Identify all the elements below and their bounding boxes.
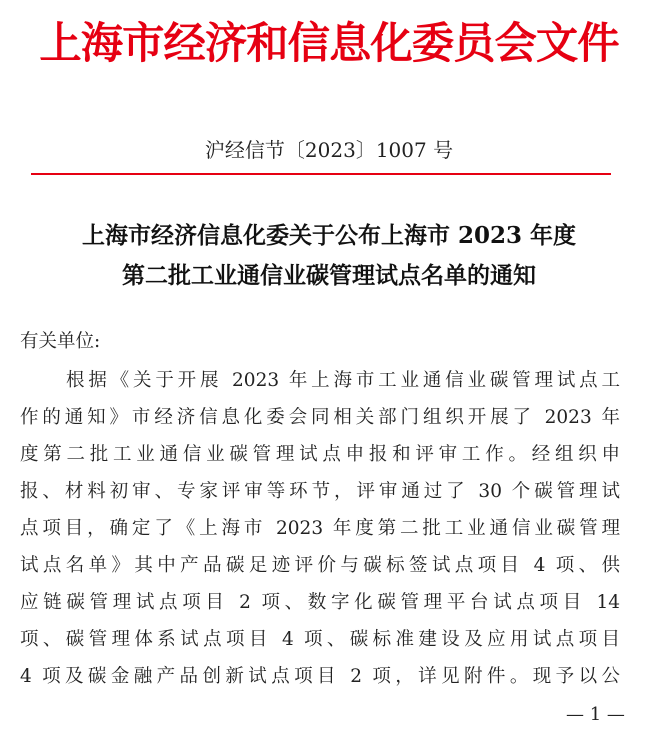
body-line: 项、碳管理体系试点项目 4 项、碳标准建设及应用试点项目 [20, 629, 620, 650]
body-line: 点项目，确定了《上海市 2023 年度第二批工业通信业碳管理 [20, 518, 620, 539]
body-line: 4 项及碳金融产品创新试点项目 2 项，详见附件。现予以公 [20, 666, 620, 687]
notice-title-line-1: 上海市经济信息化委关于公布上海市 2023 年度 [81, 222, 577, 249]
masthead-title: 上海市经济和信息化委员会文件 [39, 19, 619, 69]
body-line: 报、材料初审、专家评审等环节，评审通过了 30 个碳管理试 [20, 481, 620, 502]
salutation: 有关单位: [20, 331, 101, 352]
notice-title-line-2: 第二批工业通信业碳管理试点名单的通知 [122, 262, 536, 289]
body-line: 作的通知》市经济信息化委会同相关部门组织开展了 2023 年 [20, 407, 620, 428]
body-line: 试点名单》其中产品碳足迹评价与碳标签试点项目 4 项、供 [20, 555, 620, 576]
red-divider-rule [31, 173, 611, 175]
body-line: 度第二批工业通信业碳管理试点申报和评审工作。经组织申 [20, 444, 620, 465]
body-line: 根据《关于开展 2023 年上海市工业通信业碳管理试点工 [66, 370, 620, 391]
page-number: — 1 — [566, 704, 625, 725]
document-number: 沪经信节〔2023〕1007 号 [204, 138, 454, 162]
body-line: 应链碳管理试点项目 2 项、数字化碳管理平台试点项目 14 [20, 592, 620, 613]
